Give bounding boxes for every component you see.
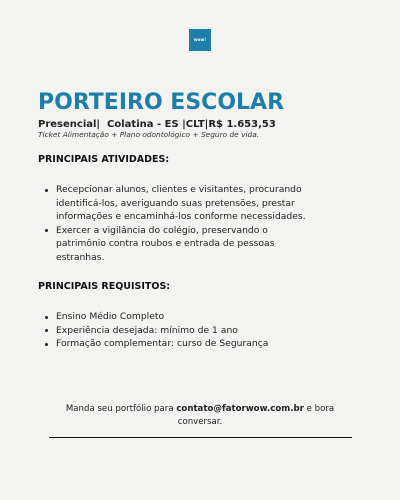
footer-suffix: e bora conversar. — [177, 404, 335, 427]
requirements-list — [42, 310, 312, 351]
activities-list — [42, 183, 312, 265]
footer-contact — [50, 403, 350, 429]
activity-item: Recepcionar alunos, clientes e visitantes, procurando identificá-los, averiguando suas pretensões, prestar informações e encaminhá-los conforme necessidades. — [42, 183, 312, 224]
requirement-item: Experiência desejada: mínimo de 1 ano — [42, 324, 312, 338]
requirement-item: Ensino Médio Completo — [42, 310, 312, 324]
footer-divider — [49, 437, 352, 438]
job-title: PORTEIRO ESCOLAR — [38, 90, 285, 115]
job-benefits: Ticket Alimentação + Plano odontológico + Seguro de vida. — [38, 130, 260, 139]
brand-logo — [189, 29, 211, 51]
activity-item: Exercer a vigilância do colégio, preservando o patrimônio contra roubos e entrada de pessoas estranhas. — [42, 224, 312, 265]
job-details: Presencial| Colatina - ES |CLT|R$ 1.653,53 — [38, 119, 276, 130]
footer-prefix: Manda seu portfólio para — [65, 404, 177, 414]
logo-text: wow! — [193, 37, 207, 42]
requirement-item: Formação complementar: curso de Segurança — [42, 337, 312, 351]
requirements-heading: PRINCIPAIS REQUISITOS: — [38, 281, 171, 292]
activities-heading: PRINCIPAIS ATIVIDADES: — [38, 154, 170, 165]
contact-email[interactable]: contato@fatorwow.com.br — [176, 404, 304, 414]
